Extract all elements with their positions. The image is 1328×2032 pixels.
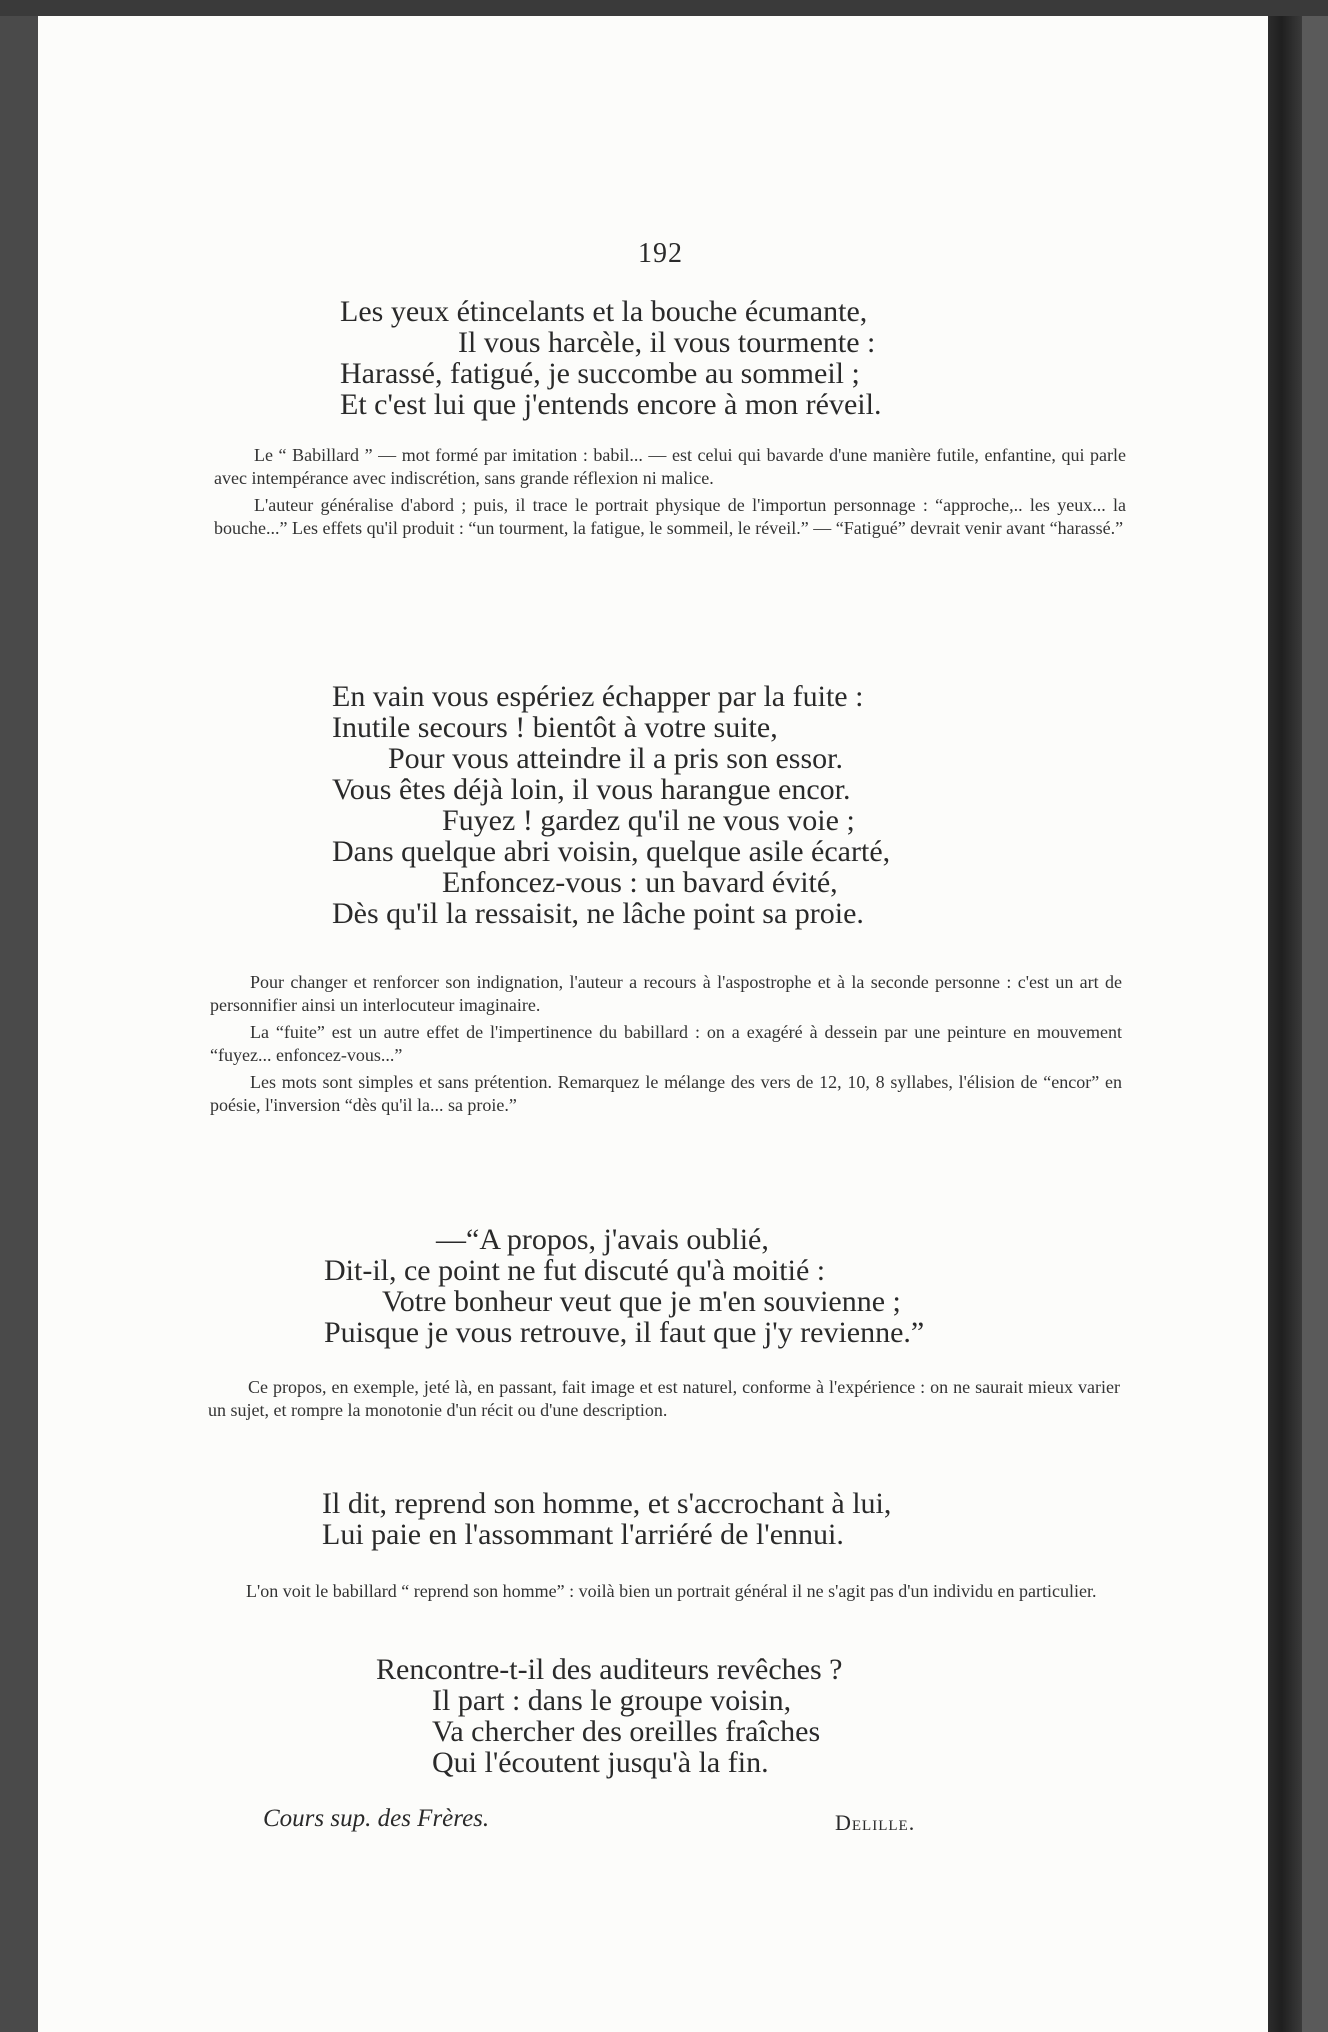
verse-line: Enfoncez-vous : un bavard évité,	[442, 866, 838, 899]
verse-line: Rencontre-t-il des auditeurs revêches ?	[376, 1653, 843, 1686]
commentary-3	[208, 1376, 1120, 1426]
book-page	[38, 16, 1268, 2032]
stanza-1	[340, 296, 881, 420]
commentary-4	[206, 1580, 1118, 1607]
stanza-4	[322, 1488, 891, 1550]
commentary-paragraph: L'on voit le babillard “ reprend son homme” : voilà bien un portrait général il ne s'agit pas d'un individu en particulier.	[246, 1581, 1097, 1601]
verse-line: Dit-il, ce point ne fut discuté qu'à moitié :	[324, 1254, 826, 1287]
commentary-1	[214, 444, 1126, 544]
commentary-paragraph: Le “ Babillard ” — mot formé par imitation : babil... — est celui qui bavarde d'une manière futile, enfantine, qui parle avec intempérance avec indiscrétion, sans grande réflexion ni malice.	[214, 445, 1126, 488]
verse-line: Vous êtes déjà loin, il vous harangue encor.	[332, 773, 851, 806]
verse-line: Il part : dans le groupe voisin,	[432, 1684, 792, 1717]
verse-line: Puisque je vous retrouve, il faut que j'y revienne.”	[324, 1316, 925, 1349]
verse-line: —“A propos, j'avais oublié,	[436, 1223, 769, 1256]
stanza-5	[376, 1654, 842, 1778]
verse-line: En vain vous espériez échapper par la fuite :	[332, 680, 864, 713]
verse-line: Lui paie en l'assommant l'arriéré de l'ennui.	[322, 1518, 844, 1551]
verse-line: Fuyez ! gardez qu'il ne vous voie ;	[442, 804, 855, 837]
page-content	[38, 16, 1268, 2032]
scan-edge-right	[1302, 16, 1328, 2032]
verse-line: Dans quelque abri voisin, quelque asile écarté,	[332, 835, 891, 868]
page-number: 192	[638, 238, 683, 269]
book-spine-shadow	[1268, 16, 1302, 2032]
commentary-paragraph: La “fuite” est un autre effet de l'impertinence du babillard : on a exagéré à dessein par une peinture en mouvement “fuyez... enfoncez-vous...”	[210, 1022, 1122, 1065]
verse-line: Et c'est lui que j'entends encore à mon réveil.	[340, 388, 882, 421]
source-attribution: Cours sup. des Frères.	[263, 1805, 490, 1832]
verse-line: Harassé, fatigué, je succombe au sommeil ;	[340, 357, 860, 390]
verse-line: Inutile secours ! bientôt à votre suite,	[332, 711, 778, 744]
verse-line: Pour vous atteindre il a pris son essor.	[388, 742, 843, 775]
commentary-paragraph: Les mots sont simples et sans prétention. Remarquez le mélange des vers de 12, 10, 8 syllabes, l'élision de “encor” en poésie, l'inversion “dès qu'il la... sa proie.”	[210, 1072, 1122, 1115]
author-name: Delille.	[835, 1810, 916, 1835]
commentary-2	[210, 971, 1122, 1121]
verse-line: Les yeux étincelants et la bouche écumante,	[340, 295, 868, 328]
stanza-3	[324, 1224, 924, 1348]
commentary-paragraph: Pour changer et renforcer son indignation, l'auteur a recours à l'aspostrophe et à la seconde personne : c'est un art de personnifier ainsi un interlocuteur imaginaire.	[210, 972, 1122, 1015]
commentary-paragraph: L'auteur généralise d'abord ; puis, il trace le portrait physique de l'importun personnage : “approche,.. les yeux... la bouche...” Les effets qu'il produit : “un tourment, la fatigue, le sommeil, le réveil.” — “Fatigué” devrait venir avant “harassé.”	[214, 495, 1126, 538]
verse-line: Va chercher des oreilles fraîches	[432, 1715, 821, 1748]
verse-line: Qui l'écoutent jusqu'à la fin.	[432, 1746, 769, 1779]
verse-line: Il dit, reprend son homme, et s'accrochant à lui,	[322, 1487, 892, 1520]
scan-edge-top	[0, 0, 1328, 16]
verse-line: Il vous harcèle, il vous tourmente :	[458, 326, 876, 359]
commentary-paragraph: Ce propos, en exemple, jeté là, en passant, fait image et est naturel, conforme à l'expérience : on ne saurait mieux varier un sujet, et rompre la monotonie d'un récit ou d'une description.	[208, 1377, 1120, 1420]
verse-line: Dès qu'il la ressaisit, ne lâche point sa proie.	[332, 897, 864, 930]
stanza-2	[332, 681, 890, 929]
verse-line: Votre bonheur veut que je m'en souvienne ;	[382, 1285, 901, 1318]
